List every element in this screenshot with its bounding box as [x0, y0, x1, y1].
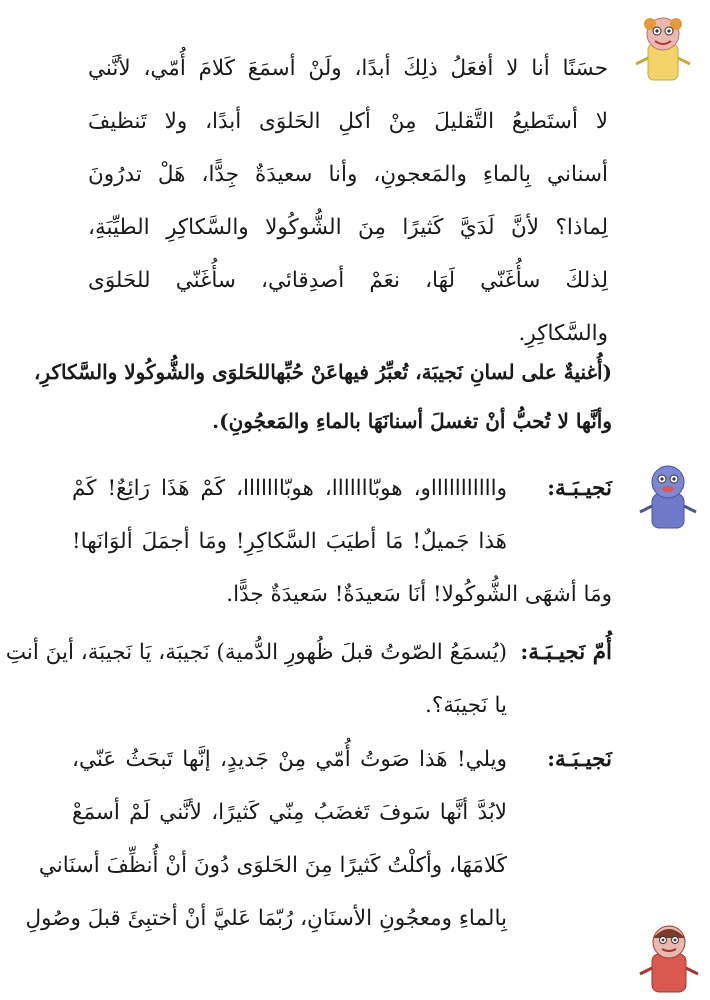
speech-line: ويلي! هَذا صَوتُ أُمّي مِنْ جَديدٍ، إنَّها تَبحَثُ عَنّي،: [72, 747, 507, 772]
narration-line: أسناني بِالماءِ والمَعجونِ، وأنا سعيدَةٌ جِدًّا، هَلْ تدرُونَ: [88, 162, 608, 187]
speech-line: بِالماءِ ومعجُونِ الأسنَانِ، رُبّمَا عَليَّ أنْ أختبِئَ قبلَ وصُولِ: [25, 906, 507, 931]
stage-direction-line: وأنَّها لا تُحبُّ أنْ تغسلَ أسنانَهَا بالماءِ والمَعجُونِ).: [212, 409, 612, 433]
speaker-name: نَجيـبَـة:: [547, 476, 612, 501]
speech-line: كَلامَهَا، وأكلْتُ كَثيرًا مِنَ الحَلوَى دُونَ أنْ أُنظِّفَ أسنَاني: [38, 853, 507, 878]
stage-direction: [34, 348, 612, 446]
narration-line: والسَّكاكِرِ.: [518, 321, 608, 346]
narration-line: لا أستَطيعُ التَّقليلَ مِنْ أكلِ الحَلوَى أبدًا، ولا تَنظيفَ: [88, 109, 608, 134]
speaker-name: أُمّ نَجيـبَـة:: [520, 640, 612, 665]
speech-text: [72, 462, 507, 568]
narration-line: لِذلكَ سأُغَنّي لَهَا، نعَمْ أصدِقائي، سأُغَنّي للحَلوَى: [88, 268, 608, 293]
speech-line: واااااااااااو، هوبّااااااا، هوبّااااااا، كَمْ هَذَا رَائِعٌ! كَمْ: [72, 476, 507, 501]
speech-line: ومَا أشهَى الشُّوكُولا! أنَا سَعيدَةٌ! سَعيدَةٌ جدًّا.: [226, 582, 612, 607]
narration-line: حسَنًا أنا لا أفعَلُ ذلِكَ أبدًا، ولَنْ أسمَعَ كَلامَ أُمّي، لأنَّني: [88, 56, 608, 81]
narration-paragraph: [88, 42, 608, 360]
blue-puppet-icon: [636, 462, 702, 532]
stage-direction-line: (أُغنيةٌ على لسانِ نَجيبَة، تُعبِّرُ فيهاعَنْ حُبِّهاللحَلوَى والشُّوكُولا والسَّكاكرِ،: [34, 360, 612, 384]
speech-line: هَذا جَميلٌ! مَا أطيَبَ السَّكاكِرِ! ومَا أجمَلَ ألوَانَها!: [72, 529, 507, 554]
speaker-name: نَجيـبَـة:: [547, 747, 612, 772]
speech-text: [25, 733, 507, 945]
speech-line: يا نَجيبَة؟.: [425, 693, 507, 718]
red-puppet-icon: [634, 922, 704, 996]
yellow-puppet-icon: [628, 14, 700, 86]
speech-text-wide: [72, 568, 612, 621]
speech-text: [5, 626, 507, 732]
narration-line: لِماذا؟ لأنَّ لَدَيَّ كَثيرًا مِنَ الشُّوكُولا والسَّكاكِرِ الطيِّبَةِ،: [88, 215, 608, 240]
speech-line: لابُدَّ أنَّها سَوفَ تَغضَبُ مِنّي كَثيرًا، لأنَّني لَمْ أسمَعْ: [72, 800, 507, 825]
speech-line: (يُسمَعُ الصّوتُ قبلَ ظُهورِ الدُّمية) نَجيبَة، يَا نَجيبَة، أينَ أنتِ: [5, 640, 507, 665]
